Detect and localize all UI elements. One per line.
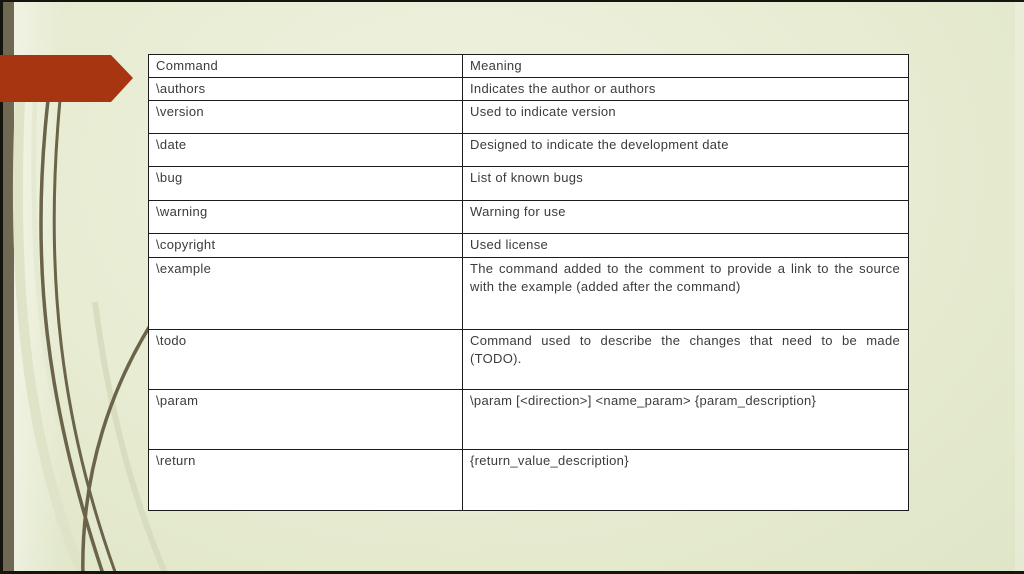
table-row xyxy=(149,101,909,134)
red-arrow-icon xyxy=(0,2,140,112)
table-row xyxy=(149,78,909,101)
table-row xyxy=(149,329,909,389)
table-cell-meaning: The command added to the comment to provide a link to the source with the example (added after the command) xyxy=(463,257,909,329)
table-row xyxy=(149,167,909,201)
table-cell-meaning: Used license xyxy=(463,234,909,257)
table-cell-command: \example xyxy=(149,257,463,329)
table-header-row xyxy=(149,55,909,78)
command-table xyxy=(148,54,909,511)
table-row xyxy=(149,134,909,167)
table-cell-command: \return xyxy=(149,449,463,510)
table-cell-command: \version xyxy=(149,101,463,134)
table-cell-meaning: Designed to indicate the development date xyxy=(463,134,909,167)
table-cell-command: \param xyxy=(149,389,463,449)
table-cell-command: \bug xyxy=(149,167,463,201)
table-cell-meaning: {return_value_description} xyxy=(463,449,909,510)
table-cell-command: \copyright xyxy=(149,234,463,257)
table-cell-command: \todo xyxy=(149,329,463,389)
table-row xyxy=(149,234,909,257)
command-table-container xyxy=(148,54,909,511)
table-cell-command: \warning xyxy=(149,201,463,234)
header-command: Command xyxy=(149,55,463,78)
table-cell-meaning: Warning for use xyxy=(463,201,909,234)
header-meaning: Meaning xyxy=(463,55,909,78)
table-cell-meaning: Indicates the author or authors xyxy=(463,78,909,101)
table-cell-meaning: Command used to describe the changes that need to be made (TODO). xyxy=(463,329,909,389)
table-cell-meaning: Used to indicate version xyxy=(463,101,909,134)
table-cell-meaning: List of known bugs xyxy=(463,167,909,201)
table-row xyxy=(149,389,909,449)
table-cell-command: \authors xyxy=(149,78,463,101)
right-light-band xyxy=(1015,2,1024,571)
table-row xyxy=(149,449,909,510)
table-cell-command: \date xyxy=(149,134,463,167)
table-row xyxy=(149,201,909,234)
table-row xyxy=(149,257,909,329)
table-cell-meaning: \param [<direction>] <name_param> {param_description} xyxy=(463,389,909,449)
